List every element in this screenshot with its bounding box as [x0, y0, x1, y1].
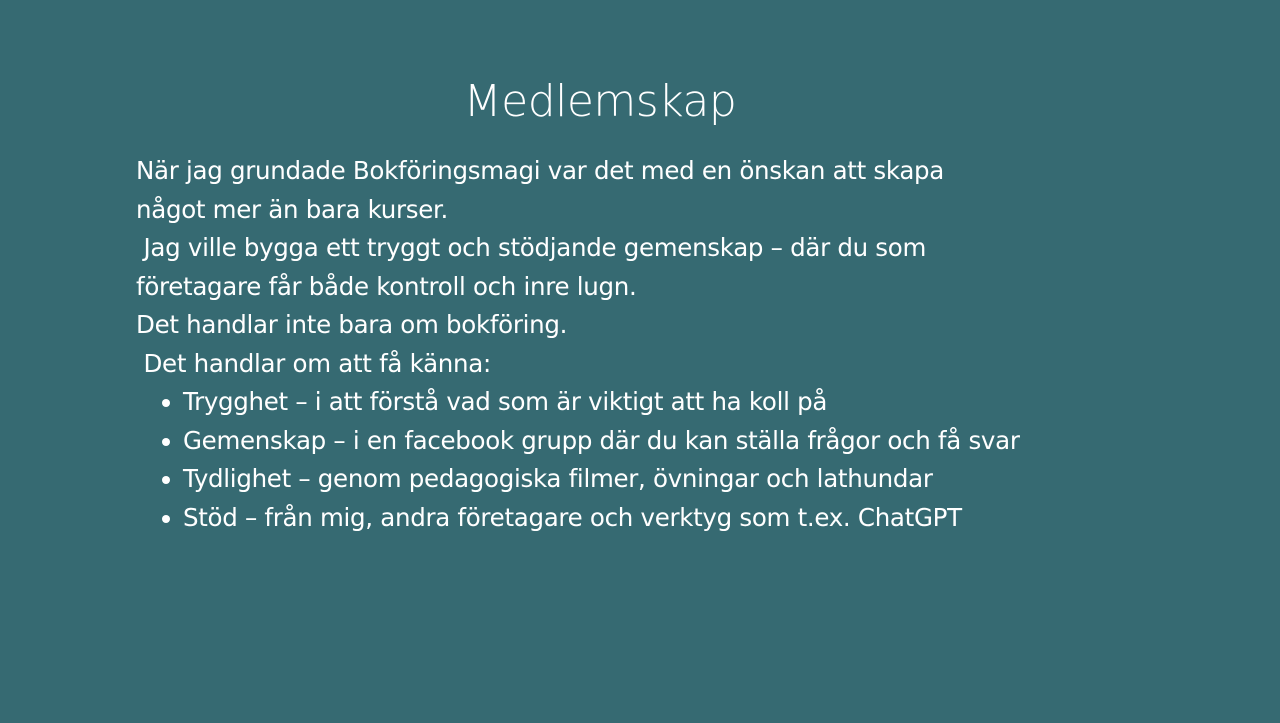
paragraph-line: Jag ville bygga ett tryggt och stödjande gemenskap – där du som — [136, 233, 927, 262]
paragraph-line: När jag grundade Bokföringsmagi var det med en önskan att skapa — [136, 156, 945, 185]
list-item — [136, 499, 1136, 538]
list-item-text: Trygghet – i att förstå vad som är viktigt att ha koll på — [183, 387, 828, 416]
list-item — [136, 422, 1136, 461]
list-item — [136, 460, 1136, 499]
paragraph-line: något mer än bara kurser. — [136, 194, 449, 224]
paragraph-line: Det handlar om att få känna: — [136, 348, 491, 378]
list-item-text: Gemenskap – i en facebook grupp där du kan ställa frågor och få svar — [183, 425, 1020, 455]
list-item — [136, 383, 1136, 422]
list-item-text: Tydlighet – genom pedagogiska filmer, övningar och lathundar — [183, 464, 933, 493]
body-text — [136, 152, 1136, 537]
list-item-text: Stöd – från mig, andra företagare och verktyg som t.ex. ChatGPT — [183, 502, 962, 532]
paragraph-line: Det handlar inte bara om bokföring. — [136, 310, 568, 339]
benefits-list — [136, 383, 1136, 537]
paragraph-line: företagare får både kontroll och inre lugn. — [136, 271, 637, 301]
page-title: Medlemskap — [463, 76, 737, 127]
